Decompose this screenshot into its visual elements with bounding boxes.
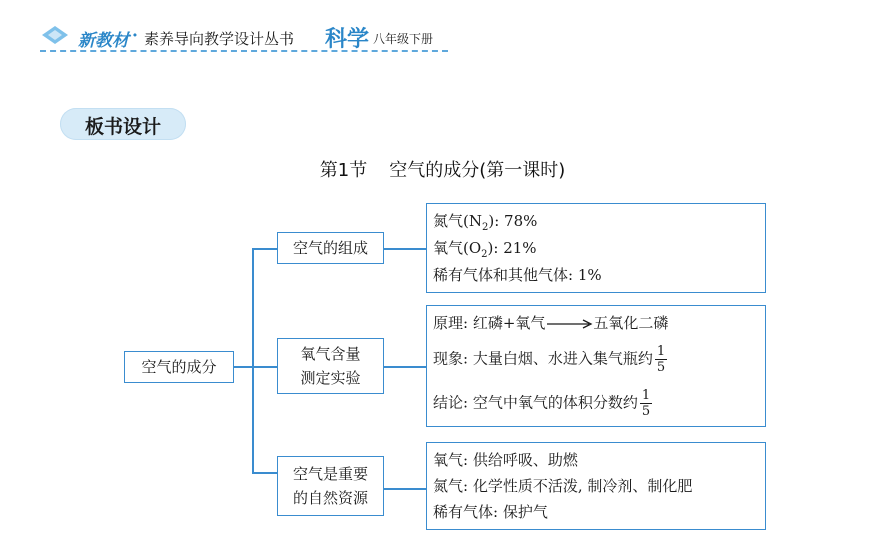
branch-experiment-label-line1: 氧气含量 [300, 345, 361, 363]
composition-item-value: ): 78% [488, 212, 538, 230]
reaction-product: 五氧化二磷 [593, 314, 669, 332]
composition-item-text: 氧气(O [433, 239, 482, 257]
header-dot: · [132, 26, 138, 46]
fraction-numerator: 1 [656, 344, 666, 359]
resource-item-text: 氮气: 化学性质不活泼, 制冷剂、制化肥 [433, 477, 693, 495]
branch3-connector [252, 472, 278, 474]
experiment-phenomenon [433, 344, 667, 375]
composition-detail-box [426, 203, 766, 293]
leaf3-connector [384, 488, 426, 490]
composition-item [433, 264, 602, 286]
root-node [124, 351, 234, 383]
phenomenon-text: 现象: 大量白烟、水进入集气瓶约 [433, 349, 653, 368]
experiment-conclusion [433, 388, 652, 419]
header-divider [40, 50, 448, 52]
branch-natural-resource [277, 456, 384, 516]
reaction-arrow-icon [545, 319, 593, 329]
resource-item-text: 稀有气体: 保护气 [433, 503, 548, 521]
branch1-connector [252, 248, 278, 250]
resource-item [433, 475, 692, 497]
lesson-topic: 空气的成分(第一课时) [389, 160, 566, 181]
composition-item [433, 210, 537, 239]
lesson-section-number: 第1节 [319, 160, 368, 181]
branch-resource-label-line1: 空气是重要 [292, 465, 368, 483]
subscript: 2 [481, 249, 488, 260]
conclusion-text: 结论: 空气中氧气的体积分数约 [433, 393, 638, 412]
series-name: 新教材 [78, 31, 129, 51]
subject-title: 科学 [325, 27, 370, 52]
resource-item [433, 501, 548, 523]
logo-icon [40, 24, 70, 46]
experiment-principle [433, 312, 668, 334]
fraction-denominator: 5 [656, 360, 666, 375]
fraction-numerator: 1 [641, 388, 651, 403]
resource-detail-box [426, 442, 766, 530]
branch2-connector [252, 366, 278, 368]
branch-experiment-label-line2: 测定实验 [300, 369, 361, 387]
root-connector [234, 366, 252, 368]
grade-label: 八年级下册 [373, 32, 434, 46]
resource-item-text: 氧气: 供给呼吸、助燃 [433, 451, 578, 469]
branch-composition [277, 232, 384, 264]
fraction [655, 344, 667, 375]
branch-oxygen-experiment [277, 338, 384, 394]
section-tag: 板书设计 [84, 116, 161, 138]
lesson-title [0, 156, 885, 182]
composition-item [433, 237, 537, 266]
branch-composition-label: 空气的组成 [292, 239, 368, 257]
fraction [640, 388, 652, 419]
leaf2-connector [384, 366, 426, 368]
reaction-reactants: 原理: 红磷+氧气 [433, 314, 546, 332]
fraction-denominator: 5 [641, 404, 651, 419]
book-series-title: 素养导向教学设计丛书 [144, 30, 295, 48]
root-node-label: 空气的成分 [141, 358, 217, 376]
leaf1-connector [384, 248, 426, 250]
experiment-detail-box [426, 305, 766, 427]
subscript: 2 [481, 222, 489, 233]
resource-item [433, 449, 578, 471]
composition-item-value: ): 21% [487, 239, 537, 257]
trunk-connector [252, 248, 254, 472]
composition-item-text: 稀有气体和其他气体: 1% [433, 266, 602, 284]
composition-item-text: 氮气(N [433, 212, 482, 230]
branch-resource-label-line2: 的自然资源 [292, 489, 368, 507]
